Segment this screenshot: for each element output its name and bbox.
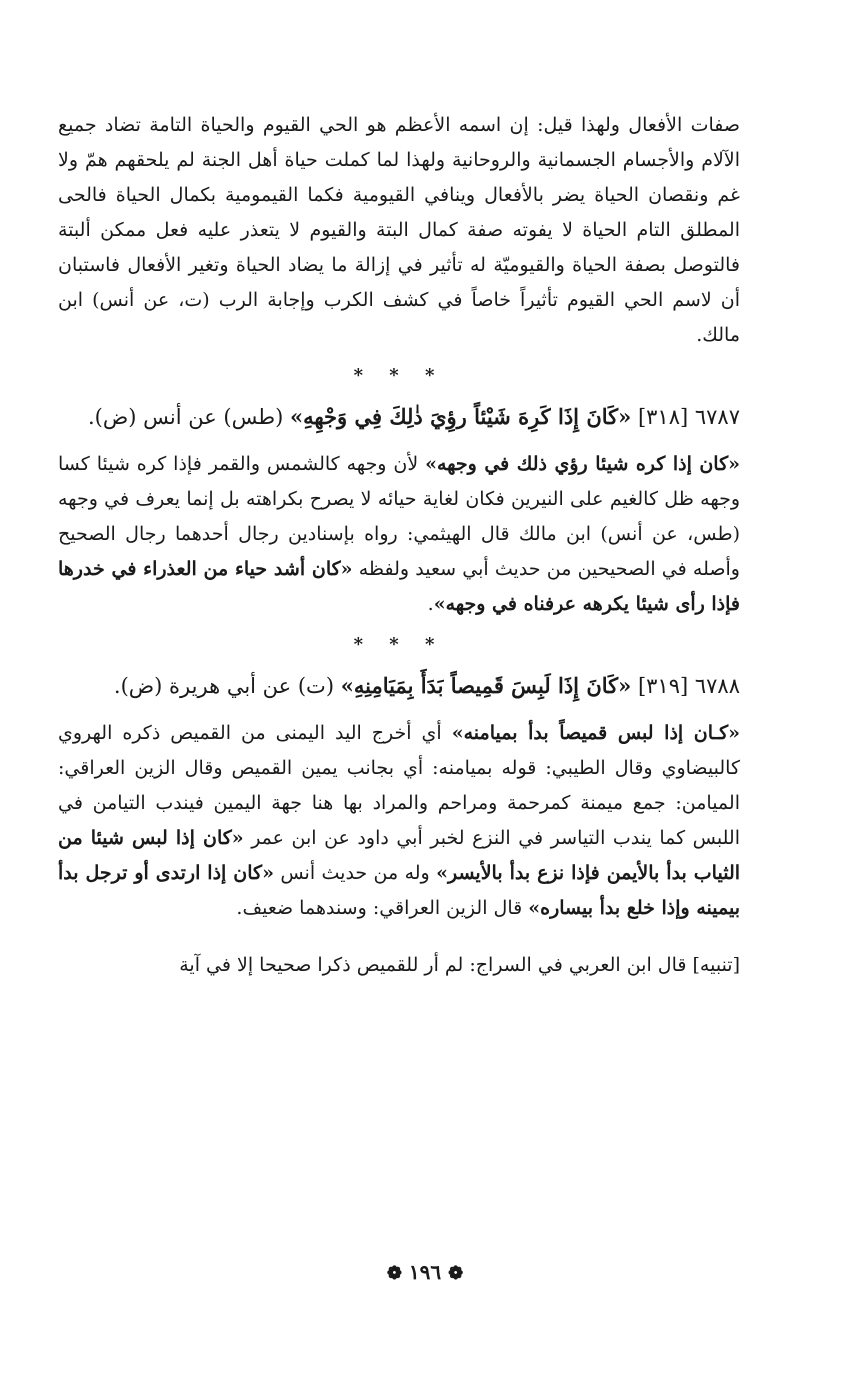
commentary-text: وله من حديث أنس <box>273 862 437 884</box>
paragraph-note <box>58 948 740 983</box>
note-text: قال ابن العربي في السراج: لم أر للقميص ذكرا صحيحا إلا في آية <box>179 954 693 976</box>
commentary-text: قال الزين العراقي: وسندهما ضعيف. <box>236 897 529 919</box>
commentary-text: أي أخرج اليد اليمنى من القميص ذكره الهروي كالبيضاوي وقال الطيبي: قوله بميامنه: أي بجانب يمين القميص وقال الزين العراقي: الميامن: جمع ميمنة كمرحمة ومراحم والمراد بها هنا جهة اليمين فيندب التيامن في اللبس كما يندب التياسر في النزع لخبر أبي داود عن ابن عمر <box>58 722 740 849</box>
page-number: ١٩٦ <box>408 1260 442 1284</box>
quoted-hadith: «كان أشد حياء من العذراء في خدرها فإذا رأى شيئا يكرهه عرفناه في وجهه» <box>58 558 740 615</box>
quoted-hadith: «كـان إذا لبس قميصاً بدأ بميامنه» <box>451 722 740 744</box>
hadith-source: (طس) عن أنس (ض). <box>87 405 284 429</box>
paragraph-commentary-2 <box>58 447 740 622</box>
paragraph-commentary-3 <box>58 716 740 926</box>
hadith-source: (ت) عن أبي هريرة (ض). <box>113 674 335 698</box>
section-separator: * * * <box>353 634 445 655</box>
page-footer <box>0 1260 850 1284</box>
ornament-left-icon: ❁ <box>448 1263 464 1284</box>
hadith-number: ٦٧٨٧ [٣١٨] <box>637 405 740 429</box>
paragraph-commentary-1: صفات الأفعال ولهذا قيل: إن اسمه الأعظم هو الحي القيوم والحياة التامة تضاد جميع الآلام والأجسام الجسمانية والروحانية ولهذا لما كملت حياة أهل الجنة لم يلحقهم همّ ولا غم ونقصان الحياة يضر بالأفعال وينافي القيومية فكما القيمومية بكمال الحياة فالحى المطلق التام الحياة لا يفوته صفة كمال البتة والقيوم لا يتعذر عليه فعل ممكن ألبتة فالتوصل بصفة الحياة والقيوميّة له تأثير في إزالة ما يضاد الحياة وتغير الأفعال فاستبان أن لاسم الحي القيوم تأثيراً خاصاً في كشف الكرب وإجابة الرب (ت، عن أنس) ابن مالك. <box>58 114 740 346</box>
hadith-number: ٦٧٨٨ [٣١٩] <box>637 674 740 698</box>
hadith-6787-heading <box>58 397 740 437</box>
hadith-text: «كَانَ إِذَا لَبِسَ قَمِيصاً بَدَأَ بِمَيَامِنِهِ» <box>340 673 632 698</box>
quoted-hadith: «كان إذا كره شيئا رؤي ذلك في وجهه» <box>425 453 740 475</box>
quoted-hadith: «كان إذا لبس شيئا من الثياب بدأ بالأيمن فإذا نزع بدأ بالأيسر» <box>58 827 741 884</box>
hadith-text: «كَانَ إِذَا كَرِهَ شَيْئاً رؤِيَ ذٰلِكَ فِي وَجْهِهِ» <box>289 404 632 429</box>
hadith-6788-heading <box>58 666 740 706</box>
commentary-text: . <box>427 593 434 615</box>
page-body <box>58 108 740 983</box>
quoted-hadith: «كان إذا ارتدى أو ترجل بدأ بيمينه وإذا خلع بدأ بيساره» <box>58 862 740 919</box>
note-label: [تنبيه] <box>692 954 740 976</box>
commentary-text: لأن وجهه كالشمس والقمر فإذا كره شيئا كسا وجهه ظل كالغيم على النيرين فكان لغاية حيائه لا يصرح بكراهته بل إنما يعرف في وجهه (طس، عن أنس) ابن مالك قال الهيثمي: رواه بإسنادين رجال أحدهما رجال الصحيح وأصله في الصحيحين من حديث أبي سعيد ولفظه <box>58 453 740 580</box>
section-separator: * * * <box>353 365 445 386</box>
ornament-right-icon: ❁ <box>386 1263 402 1284</box>
